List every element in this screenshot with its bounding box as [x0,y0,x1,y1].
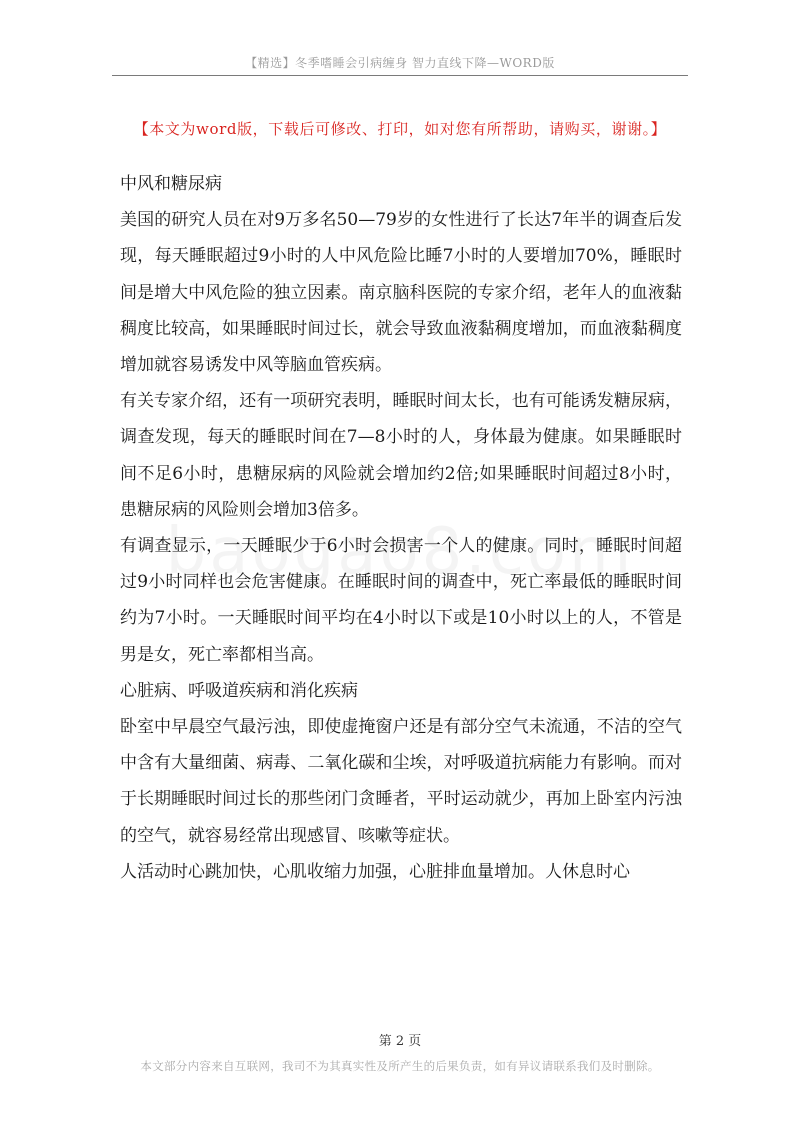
paragraph: 卧室中早晨空气最污浊，即使虚掩窗户还是有部分空气未流通，不洁的空气中含有大量细菌、病毒、二氧化碳和尘埃，对呼吸道抗病能力有影响。而对于长期睡眠时间过长的那些闭门贪睡者，平时运动就少，再加上卧室内污浊的空气，就容易经常出现感冒、咳嗽等症状。 [120,717,682,846]
disclaimer-footer: 本文部分内容来自互联网，我司不为其真实性及所产生的后果负责，如有异议请联系我们及时删除。 [140,1059,660,1073]
paragraph: 有调查显示，一天睡眠少于6小时会损害一个人的健康。同时，睡眠时间超过9小时同样也会危害健康。在睡眠时间的调查中，死亡率最低的睡眠时间约为7小时。一天睡眠时间平均在4小时以下或是10小时以上的人，不管是男是女，死亡率都相当高。 [120,536,682,665]
paragraph: 美国的研究人员在对9万多名50—79岁的女性进行了长达7年半的调查后发现，每天睡眠超过9小时的人中风危险比睡7小时的人要增加70%，睡眠时间是增大中风危险的独立因素。南京脑科医院的专家介绍，老年人的血液黏稠度比较高，如果睡眠时间过长，就会导致血液黏稠度增加，而血液黏稠度增加就容易诱发中风等脑血管疾病。 [120,210,682,376]
word-version-notice: 【本文为word版，下载后可修改、打印，如对您有所帮助，请购买，谢谢。】 [133,120,667,138]
header-divider [112,75,688,76]
section-heading-heart-respiratory-digestive: 心脏病、呼吸道疾病和消化疾病 [120,680,358,701]
page-number: 第 2 页 [378,1034,422,1049]
paragraph: 有关专家介绍，还有一项研究表明，睡眠时间太长，也有可能诱发糖尿病，调查发现，每天的睡眠时间在7—8小时的人，身体最为健康。如果睡眠时间不足6小时，患糖尿病的风险就会增加约2倍;如果睡眠时间超过8小时，患糖尿病的风险则会增加3倍多。 [120,391,682,520]
paragraph: 人活动时心跳加快，心肌收缩力加强，心脏排血量增加。人休息时心 [120,861,630,882]
article-body [120,166,682,890]
section-heading-stroke-diabetes: 中风和糖尿病 [120,174,222,194]
document-header: 【精选】冬季嗜睡会引病缠身 智力直线下降—WORD版 [245,56,555,70]
